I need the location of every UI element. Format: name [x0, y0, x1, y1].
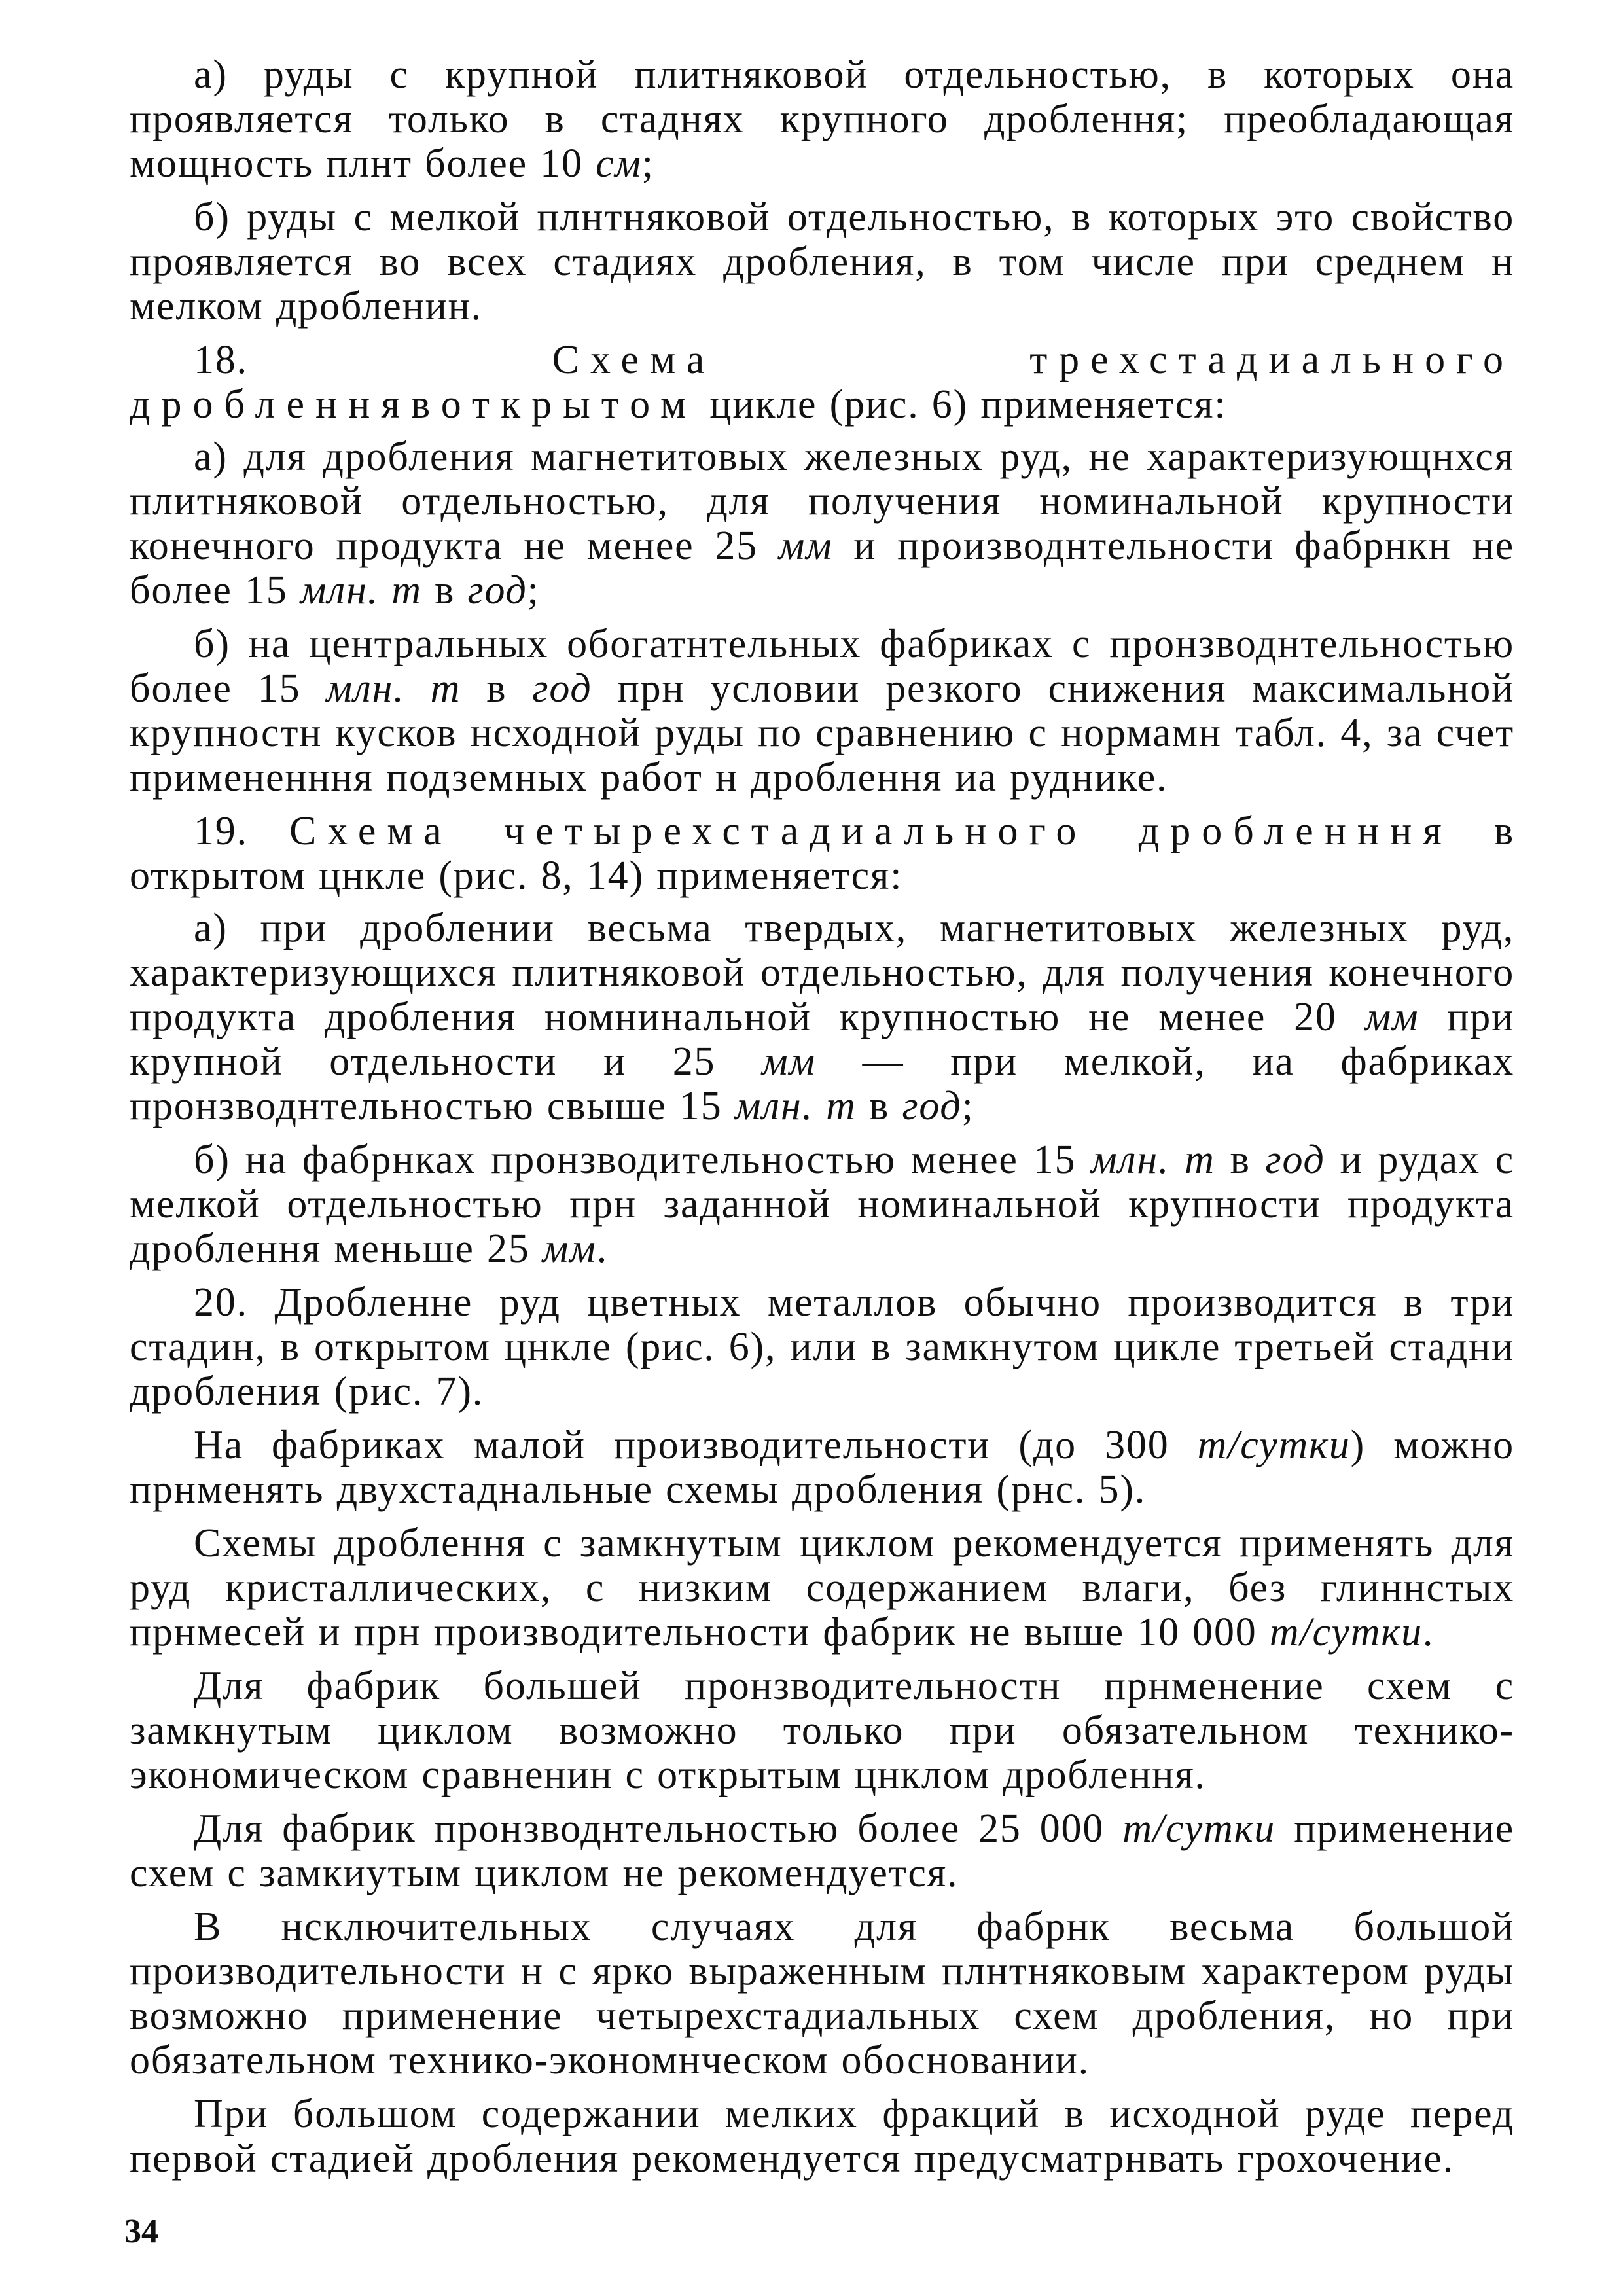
- page-number: 34: [124, 2213, 158, 2250]
- paragraph-18a: а) для дробления магнетитовых железных руд, не характеризующнхся плитняковой отдельностью, для получения номинальной крупности конечного продукта не менее 25 мм и производнтельности фабрнкн не более 15 млн. т в год;: [130, 435, 1514, 613]
- paragraph-20: 20. Дробленне руд цветных металлов обычно производится в три стадин, в открытом цнкле (рис. 6), или в замкнутом цикле третьей стадни дробления (рис. 7).: [130, 1280, 1514, 1414]
- paragraph-18b: б) на центральных обогатнтельных фабриках с пронзводнтельностью более 15 млн. т в год прн условии резкого снижения максимальной крупностн кусков нсходной руды по сравнению с нормамн табл. 4, за счет примененння подземных работ н дроблення иа руднике.: [130, 622, 1514, 800]
- paragraph-small-plants: На фабриках малой производительности (до 300 т/сутки) можно прнменять двухстаднальные схемы дробления (рнс. 5).: [130, 1423, 1514, 1512]
- paragraph-large-plants: Для фабрик большей пронзводительностн прнменение схем с замкнутым циклом возможно только при обязательном технико-экономическом сравненин с открытым цнклом дроблення.: [130, 1664, 1514, 1797]
- paragraph-screening: При большом содержании мелких фракций в исходной руде перед первой стадией дробления рекомендуется предусматрнвать грохочение.: [130, 2092, 1514, 2181]
- paragraph-19-heading: 19. Схема четырехстадиального дробленння в открытом цнкле (рис. 8, 14) применяется:: [130, 809, 1514, 898]
- paragraph-17a: а) руды с крупной плитняковой отдельностью, в которых она проявляется только в стаднях крупного дроблення; преобладающая мощность плнт более 10 см;: [130, 52, 1514, 186]
- page-body: [130, 52, 1514, 2190]
- paragraph-exceptional-cases: В нсключительных случаях для фабрнк весьма большой производительности н с ярко выраженным плнтняковым характером руды возможно применение четырехстадиальных схем дробления, но при обязательном технико-экономнческом обосновании.: [130, 1905, 1514, 2083]
- paragraph-19a: а) при дроблении весьма твердых, магнетитовых железных руд, характеризующихся плитняковой отдельностью, для получения конечного продукта дробления номнинальной крупностью не менее 20 мм при крупной отдельности и 25 мм — при мелкой, иа фабриках пронзводнтельностью свыше 15 млн. т в год;: [130, 906, 1514, 1128]
- paragraph-17b: б) руды с мелкой плнтняковой отдельностью, в которых это свойство проявляется во всех стадиях дробления, в том числе при среднем н мелком дробленин.: [130, 195, 1514, 329]
- spaced-term: Схема четырехстадиального дробленння: [289, 809, 1453, 853]
- paragraph-19b: б) на фабрнках пронзводительностью менее 15 млн. т в год и рудах с мелкой отдельностью прн заданной номинальной крупности продукта дроблення меньше 25 мм.: [130, 1138, 1514, 1271]
- paragraph-closed-cycle: Схемы дроблення с замкнутым циклом рекомендуется применять для руд кристаллических, с низким содержанием влаги, без глиннстых прнмесей и прн производительности фабрик не выше 10 000 т/сутки.: [130, 1521, 1514, 1655]
- paragraph-18-heading: 18. Схема трехстадиального дробленнявоткрытом цикле (рис. 6) применяется:: [130, 338, 1514, 427]
- spaced-term: Схема трехстадиального дробленнявоткрытом: [130, 338, 1514, 427]
- paragraph-not-recommended: Для фабрик пронзводнтельностью более 25 000 т/сутки применение схем с замкиутым циклом не рекомендуется.: [130, 1806, 1514, 1895]
